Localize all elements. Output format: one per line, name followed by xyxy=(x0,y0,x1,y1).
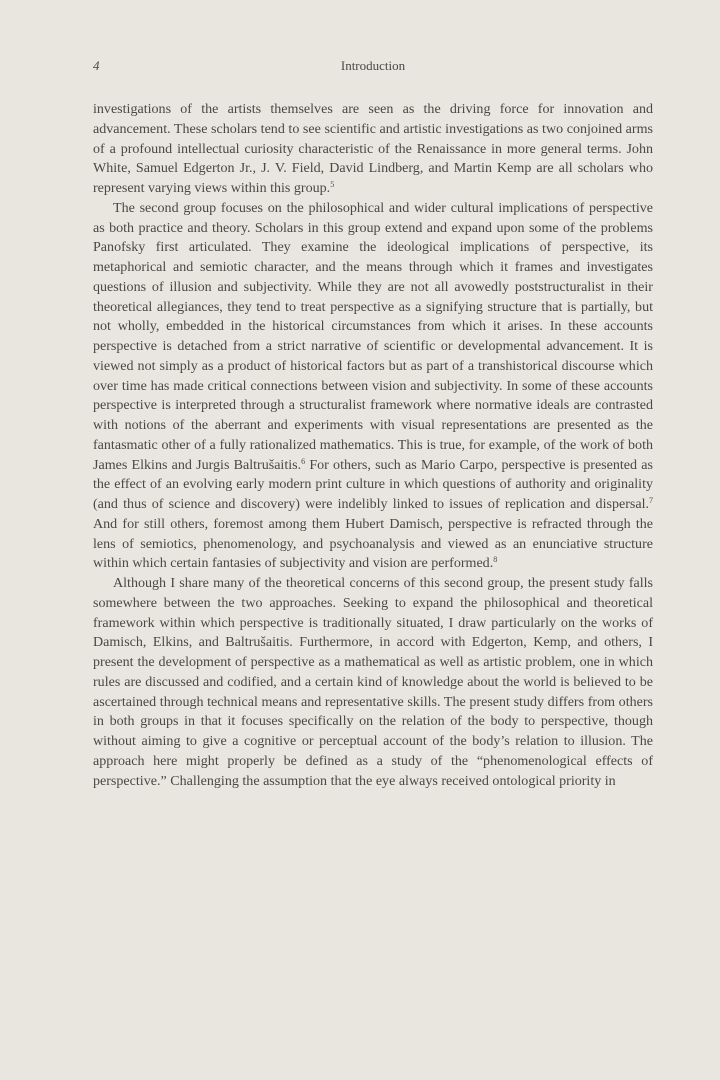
paragraph-3-text: Although I share many of the theoretical concerns of this second group, the present study falls somewhere between the two approaches. Seeking to expand the philosophical and theoretical framework within which perspective is traditionally situated, I draw particularly on the works of Damisch, Elkins, and Baltrušaitis. Furthermore, in accord with Edgerton, Kemp, and others, I present the development of perspective as a mathematical as well as artistic problem, one in which rules are discussed and codified, and a certain kind of knowledge about the world is believed to be ascertained through technical means and representative skills. The present study differs from others in both groups in that it focuses specifically on the relation of the body to perspective, though without aiming to give a cognitive or perceptual account of the body’s relation to illusion. The approach here might properly be defined as a study of the “phenomenological effects of perspective.” Challenging the assumption that the eye always received ontological priority in xyxy=(93,575,653,789)
paragraph-3 xyxy=(93,574,653,791)
paragraph-2-text-c: And for still others, foremost among them Hubert Damisch, perspective is refracted through the lens of semiotics, phenomenology, and psychoanalysis and viewed as an enunciative structure within which certain fantasies of subjectivity and vision are performed. xyxy=(93,515,653,572)
paragraph-1-text: investigations of the artists themselves are seen as the driving force for innovation and advancement. These scholars tend to see scientific and artistic investigations as two conjoined arms of a profound intellectual curiosity characteristic of the Renaissance in more general terms. John White, Samuel Edgerton Jr., J. V. Field, David Lindberg, and Martin Kemp are all scholars who represent varying views within this group. xyxy=(93,101,653,196)
paragraph-2-text-a: The second group focuses on the philosophical and wider cultural implications of perspective as both practice and theory. Scholars in this group extend and expand upon some of the problems Panofsky first articulated. They examine the ideological implications of perspective, its metaphorical and semiotic character, and the means through which it frames and investigates questions of illusion and subjectivity. While they are not all avowedly poststructuralist in their theoretical allegiances, they tend to treat perspective as a signifying structure that is partially, but not wholly, embedded in the historical circumstances from which it arises. In these accounts perspective is detached from a strict narrative of scientific or developmental advancement. It is viewed not simply as a product of historical factors but as part of a transhistorical discourse which over time has made critical connections between vision and subjectivity. In some of these accounts perspective is interpreted through a structuralist framework where normative ideals are contrasted with notions of the aberrant and experiments with visual representations are presented as the fantasmatic other of a fully rationalized mathematics. This is true, for example, of the work of both James Elkins and Jurgis Baltrušaitis. xyxy=(93,199,653,473)
footnote-ref-6: 6 xyxy=(301,456,306,466)
running-head: Introduction xyxy=(340,58,406,73)
paragraph-1 xyxy=(93,100,653,199)
page-header xyxy=(93,58,653,78)
page-number: 4 xyxy=(93,58,100,73)
footnote-ref-5: 5 xyxy=(330,180,335,189)
body-text xyxy=(93,100,653,791)
footnote-ref-7: 7 xyxy=(649,496,653,505)
paragraph-2-text-b: For others, such as Mario Carpo, perspective is presented as the effect of an evolving early modern print culture in which questions of authority and originality (and thus of science and discovery) were indelibly linked to issues of replication and dispersal. xyxy=(93,456,653,512)
paragraph-2 xyxy=(93,199,653,574)
footnote-ref-8: 8 xyxy=(493,555,498,565)
